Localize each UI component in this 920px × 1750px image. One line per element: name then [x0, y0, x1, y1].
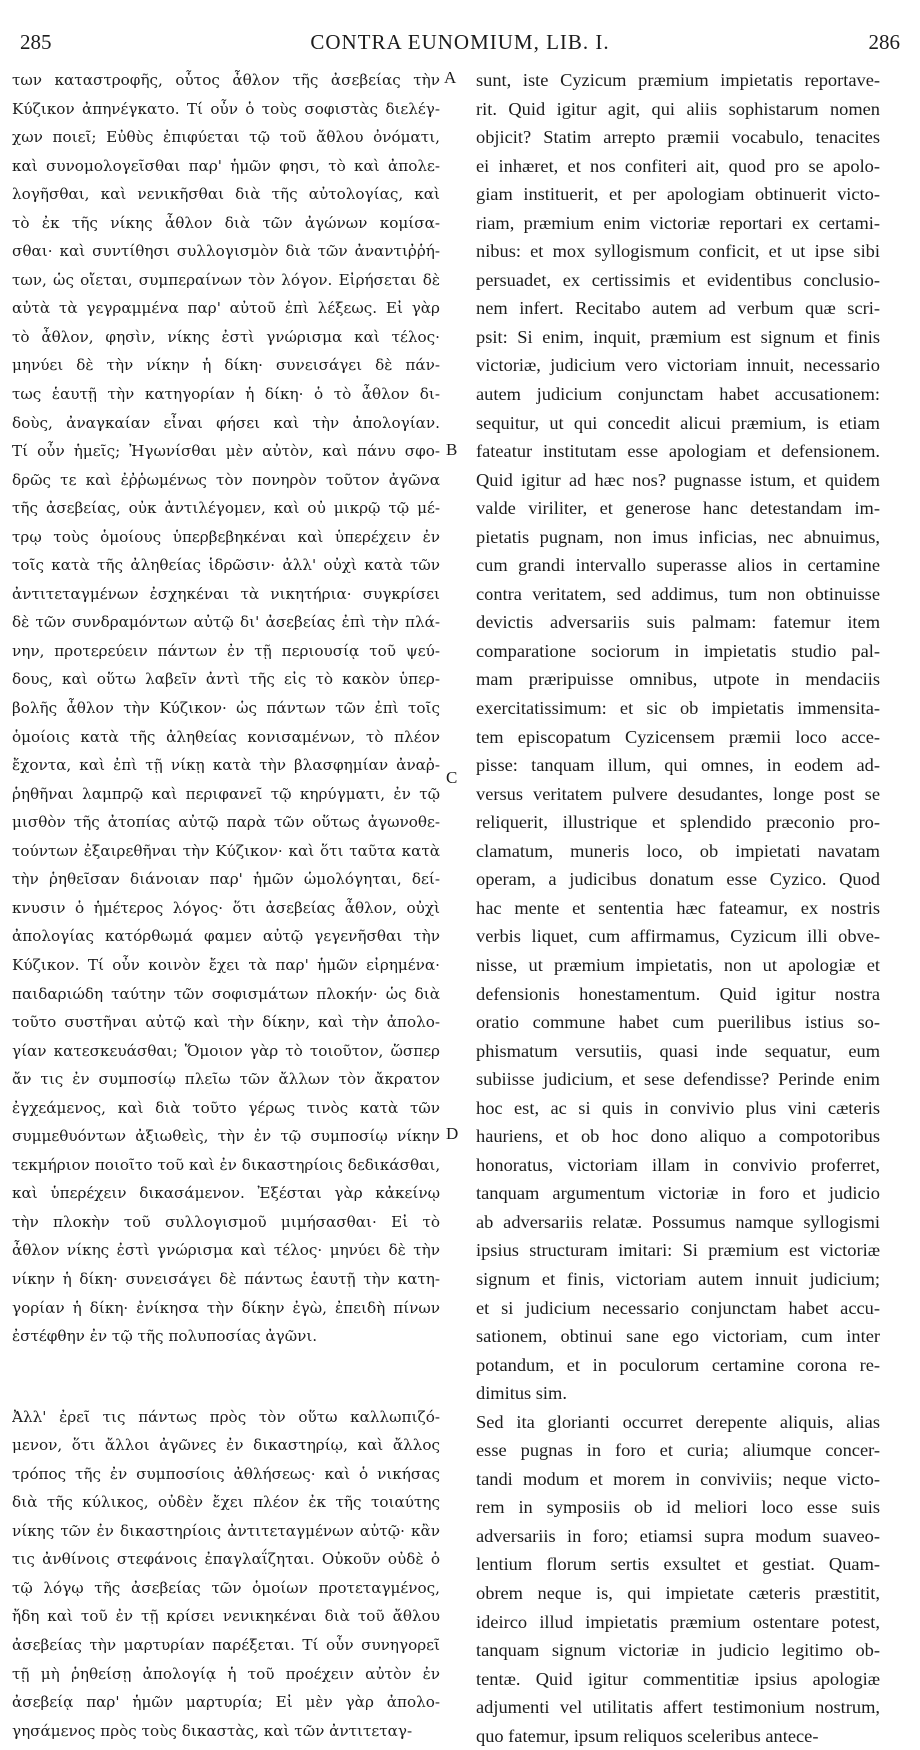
- latin-text-line: mam præripuisse omnibus, utpote in mendaciis: [476, 669, 880, 690]
- greek-text-line: ἀντιτεταγμένων ἐσχηκέναι τὰ νικητήρια· συγκρίσει: [12, 584, 440, 603]
- latin-text-line: reliquerit, illustrique et splendido præconio pro-: [476, 812, 880, 833]
- greek-text-line: καὶ συνομολογεῖσθαι παρ' ἡμῶν φησι, τὸ καὶ ἀπολε-: [12, 156, 440, 175]
- greek-text-line: χων ποιεῖ; Εὐθὺς ἐπιφύεται τῷ τοῦ ἄθλου ὀνόματι,: [12, 128, 440, 147]
- latin-text-line: sationem, obtinui sane ego victoriam, cum inter: [476, 1326, 880, 1347]
- greek-text-line: τὸ ἆθλον, φησὶν, νίκης ἐστὶ γνώρισμα καὶ τέλος·: [12, 327, 440, 346]
- latin-text-line: exercitatissimum: et sic ob impietatis immensita-: [476, 698, 880, 719]
- greek-text-line: Ἀλλ' ἐρεῖ τις πάντως πρὸς τὸν οὕτω καλλωπιζό-: [12, 1407, 440, 1426]
- latin-text-line: potandum, et in poculorum certamine corona re-: [476, 1354, 880, 1375]
- latin-text-line: hoc est, ac si quis in convivio plus vini cæteris: [476, 1097, 880, 1118]
- latin-text-line: persuadet, ex certissimis et evidentibus conclusio-: [476, 269, 880, 290]
- greek-text-line: λογῆσθαι, καὶ νενικῆσθαι διὰ τῆς αὐτολογίας, καὶ: [12, 185, 440, 204]
- latin-text-line: nem infert. Recitabo autem ad verbum quæ scri-: [476, 298, 880, 319]
- latin-text-line: tanquam argumentum victoriæ in foro et judicio: [476, 1183, 880, 1204]
- latin-text-line: quo fatemur, ipsum reliquos sceleribus antece-: [476, 1725, 819, 1746]
- greek-text-line: δρῶς τε καὶ ἐῤῥωμένως τὸν πονηρὸν τοῦτον ἀγῶνα: [12, 470, 440, 489]
- latin-text-line: oratio commune habet cum puerilibus istius so-: [476, 1012, 880, 1033]
- greek-text-line: τὴν πλοκὴν τοῦ συλλογισμοῦ μιμήσασθαι· Εἰ τὸ: [12, 1212, 440, 1231]
- greek-text-line: βολῆς ἆθλον τὴν Κύζικον· ὡς πάντων τῶν ἐπὶ τοῖς: [12, 699, 440, 718]
- greek-text-line: διὰ τῆς κύλικος, οὐδὲν ἔχει πλέον ἐκ τῆς τοιαύτης: [12, 1493, 440, 1512]
- latin-text-line: rit. Quid igitur agit, qui aliis sophistarum nomen: [476, 98, 880, 119]
- latin-text-line: devictis adversariis suis palmam: fatemur item: [476, 612, 880, 633]
- greek-text-line: ἆθλον νίκης ἐστὶ γνώρισμα καὶ τέλος· μηνύει δὲ τὴν: [12, 1241, 440, 1260]
- page-number-left: 285: [20, 30, 52, 54]
- greek-text-line: ῥηθῆναι λαμπρῷ καὶ περιφανεῖ τῷ κηρύγματι, ἐν τῷ: [12, 784, 440, 803]
- greek-text-line: τῷ λόγῳ τῆς ἀσεβείας τῶν ὁμοίων προτεταγμένος,: [12, 1578, 440, 1597]
- latin-text-line: tanquam signum victoriæ in judicio legitimo ob-: [476, 1640, 880, 1661]
- latin-text-line: valde viriliter, et generose hanc detestandam im-: [476, 498, 880, 519]
- greek-text-line: ἀσεβείας τὴν μαρτυρίαν παρέξεται. Τί οὖν συνηγορεῖ: [12, 1635, 440, 1654]
- margin-marker-b: B: [446, 440, 458, 459]
- greek-text-line: καὶ ὑπερέχειν δικασάμενον. Ἐξέσται γὰρ κἀκείνῳ: [12, 1184, 440, 1203]
- greek-text-line: νίκης τῶν ἐν δικαστηρίοις ἀντιτεταγμένων αὐτῷ· κἂν: [12, 1521, 440, 1540]
- greek-text-line: ἐστέφθην ἐν τῷ τῆς πολυποσίας ἀγῶνι.: [12, 1327, 318, 1346]
- greek-text-line: μενον, ὅτι ἄλλοι ἀγῶνες ἐν δικαστηρίῳ, καὶ ἄλλος: [12, 1436, 440, 1455]
- latin-text-line: hac mente et sententia hæc fateamur, ex nostris: [476, 897, 880, 918]
- running-title: CONTRA EUNOMIUM, LIB. I.: [310, 30, 610, 54]
- latin-text-line: sequitur, ut qui concedit alicui præmium, is etiam: [476, 412, 880, 433]
- greek-text-line: Κύζικον. Τί οὖν κοινὸν ἔχει τὰ παρ' ἡμῶν εἰρημένα·: [12, 955, 440, 974]
- greek-text-line: ὁμοίοις κατὰ τῆς ἀληθείας κονισαμένων, τὸ πλέον: [12, 727, 440, 746]
- page-number-right: 286: [868, 30, 900, 54]
- greek-text-line: ἔχοντα, καὶ ἐπὶ τῇ νίκῃ κατὰ τὴν βλασφημίαν ἀναῤ-: [12, 756, 440, 775]
- greek-text-line: τις ἀνθίνοις στεφάνοις ἐπαγλαΐζηται. Οὐκοῦν οὐδὲ ὁ: [12, 1550, 440, 1569]
- latin-text-line: autem judicium conjunctam habet accusationem:: [476, 384, 880, 405]
- latin-text-line: rem in symposiis ob id meliori loco esse suis: [476, 1497, 880, 1518]
- greek-text-line: των καταστροφῆς, οὗτος ἆθλον τῆς ἀσεβείας τὴν: [12, 71, 440, 89]
- latin-text-line: honoratus, victoriam illam in convivio proferret,: [476, 1154, 880, 1175]
- latin-text-line: fateatur institutam esse apologiam et defensionem.: [476, 441, 880, 462]
- greek-text-line: νην, προτερεύειν πάντων ἐν τῇ περιουσίᾳ τοῦ ψεύ-: [12, 641, 440, 660]
- latin-text-line: nisse, ut præmium impietatis, non ut apologiæ et: [476, 954, 880, 975]
- latin-text-line: esse pugnas in foro et curia; aliumque concer-: [476, 1440, 880, 1461]
- greek-text-line: κνυσιν ὁ ἡμέτερος λόγος· ὅτι ἀσεβείας ἆθλον, οὐχὶ: [12, 898, 440, 917]
- greek-text-line: γορίαν ἡ δίκη· ἐνίκησα τὴν δίκην ἐγὼ, ἐπειδὴ πίνων: [12, 1298, 440, 1317]
- latin-text-line: objicit? Statim arrepto præmii vocabulo, tenacites: [476, 127, 880, 148]
- latin-text-line: operam, a judicibus donatum esse Cyzico. Quod: [476, 869, 880, 890]
- latin-text-line: et si judicium necessario conjunctam habet accu-: [476, 1297, 880, 1318]
- greek-text-line: συμμεθυόντων ἀξιωθεὶς, τὴν ἐν τῷ συμποσίῳ νίκην: [12, 1127, 440, 1146]
- latin-text-line: ipsius structuram imitari: Si præmium est victoriæ: [476, 1240, 880, 1261]
- greek-text-line: γίαν κατεσκευάσθαι; Ὅμοιον γὰρ τὸ τοιοῦτον, ὥσπερ: [12, 1041, 440, 1060]
- latin-text-line: ideirco illud impietatis præmium ostentare potest,: [476, 1611, 880, 1632]
- greek-text-line: τῇ μὴ ῥηθείσῃ ἀπολογίᾳ ἡ τοῦ προέχειν αὐτὸν ἐν: [12, 1664, 440, 1683]
- greek-text-line: των, ὡς οἴεται, συμπεραίνων τὸν λόγον. Εἰρήσεται δὲ: [12, 270, 440, 289]
- greek-text-line: νίκην ἡ δίκη· συνεισάγει δὲ πάντως ἑαυτῇ τὴν κατη-: [12, 1269, 440, 1288]
- greek-text-line: τὴν ῥηθεῖσαν διάνοιαν παρ' ἡμῶν ὡμολόγηται, δεί-: [12, 870, 440, 889]
- greek-text-line: μισθὸν τῆς ἀτοπίας αὐτῷ παρὰ τῶν οὕτως ἀγωνοθε-: [12, 813, 440, 832]
- latin-text-line: Quid igitur ad hæc nos? pugnasse istum, et quidem: [476, 469, 880, 490]
- latin-text-line: phismatum versutiis, quasi inde sequatur, eum: [476, 1040, 880, 1061]
- latin-column: [476, 66, 880, 1750]
- greek-text-line: τρῳ τοὺς ὁμοίους ὑπερβεβηκέναι καὶ ὑπερέχειν ἐν: [12, 527, 440, 546]
- latin-text-line: contra veritatem, sed addimus, tum non obtinuisse: [476, 583, 880, 604]
- page-header: [20, 30, 900, 58]
- latin-text-line: comparatione sociorum in impietatis studio pal-: [476, 640, 880, 661]
- greek-text-line: τῆς ἀσεβείας, οὐκ ἀντιλέγομεν, καὶ οὐ μικρῷ τῷ μέ-: [12, 499, 440, 518]
- latin-text-line: versus veritatem pulvere desudantes, longe post se: [476, 783, 880, 804]
- greek-text-line: μηνύει δὲ τὴν νίκην ἡ δίκη· συνεισάγει δὲ πάν-: [12, 356, 440, 375]
- latin-text-line: hauriens, et ob hoc dono aliquo a compotoribus: [476, 1126, 880, 1147]
- greek-text-line: ἀσεβείᾳ παρ' ἡμῶν μαρτυρία; Εἰ μὲν γὰρ ἀπολο-: [12, 1693, 440, 1712]
- greek-text-line: δους, καὶ οὕτω λαβεῖν ἀντὶ τῆς εἰς τὸ κακὸν ὑπερ-: [12, 670, 440, 689]
- latin-text-line: cum grandi intervallo superasse alios in certamine: [476, 555, 880, 576]
- latin-text-line: tandi modum et morem in conviviis; neque victo-: [476, 1468, 880, 1489]
- latin-text-line: verbis liquet, cum affirmamus, Cyzicum illi obve-: [476, 926, 880, 947]
- greek-text-line: τὸ ἐκ τῆς νίκης ἆθλον διὰ τῶν ἀγώνων κομίσα-: [12, 213, 440, 232]
- greek-text-line: Τί οὖν ἡμεῖς; Ἠγωνίσθαι μὲν αὐτὸν, καὶ πάνυ σφο-: [12, 442, 440, 461]
- greek-text-line: ἄν τις ἐν συμποσίῳ πλεῖω τῶν ἄλλων τὸν ἄκρατον: [12, 1070, 440, 1089]
- greek-text-line: ἐγχεάμενος, καὶ διὰ τοῦτο γέρως τινὸς κατὰ τῶν: [12, 1098, 440, 1117]
- greek-text-line: ἀπολογίας κατόρθωμά φαμεν αὐτῷ γεγενῆσθαι τὴν: [12, 927, 440, 946]
- greek-text-line: γησάμενος πρὸς τοὺς δικαστὰς, καὶ τῶν ἀντιτεταγ-: [12, 1721, 413, 1740]
- greek-text-line: τούντων ἐξαιρεθῆναι τὴν Κύζικον· καὶ ὅτι ταῦτα κατὰ: [12, 841, 440, 860]
- margin-marker-c: C: [446, 768, 458, 787]
- latin-text-line: Sed ita glorianti occurret derepente aliquis, alias: [476, 1411, 880, 1432]
- latin-text-line: giam instituerit, et per apologiam obtinuerit victo-: [476, 184, 880, 205]
- greek-text-line: τοῦτο συστῆναι αὐτῷ καὶ τὴν δίκην, καὶ τὴν ἀπολο-: [12, 1013, 440, 1032]
- latin-text-line: psit: Si enim, inquit, præmium est signum et finis: [476, 326, 880, 347]
- latin-text-line: pisse: tanquam illum, qui omnes, in eodem ad-: [476, 755, 880, 776]
- latin-text-line: tentæ. Quid igitur commentitiæ ipsius apologiæ: [476, 1668, 880, 1689]
- margin-marker-d: D: [446, 1124, 459, 1143]
- latin-text-line: dimitus sim.: [476, 1383, 567, 1404]
- margin-marker-a: A: [444, 68, 457, 87]
- greek-text-line: τως ἑαυτῇ τὴν κατηγορίαν ἡ δίκη· ὁ τὸ ἆθλον δι-: [12, 385, 440, 404]
- latin-text-line: pietatis pugnam, non imus inficias, nec abnuimus,: [476, 526, 880, 547]
- greek-text-line: παιδαριώδη ταύτην τῶν σοφισμάτων πλοκήν· ὡς διὰ: [12, 984, 440, 1003]
- latin-text-line: victoriæ, judicium vero victoriam innuit, necessario: [476, 355, 880, 376]
- greek-text-line: δὲ τῶν συνδραμόντων αὐτῷ δι' ἀσεβείας ἐπὶ τὴν πλά-: [12, 613, 440, 632]
- greek-text-line: αὐτὰ τὰ γεγραμμένα παρ' αὐτοῦ ἐπὶ λέξεως. Εἰ γὰρ: [12, 299, 440, 318]
- greek-text-paragraph-gap: [12, 1351, 440, 1403]
- greek-column: [12, 66, 440, 1745]
- greek-text-line: τρόπος τῆς ἐν συμποσίοις ἀθλήσεως· καὶ ὁ νικήσας: [12, 1464, 440, 1483]
- latin-text-line: adversariis in foro; etiamsi supra modum suaveo-: [476, 1525, 880, 1546]
- latin-text-line: sunt, iste Cyzicum præmium impietatis reportave-: [476, 70, 880, 90]
- latin-text-line: riam, præmium enim victoriæ reportari ex certami-: [476, 212, 880, 233]
- latin-text-line: lentium florum sertis exsultet et gestiat. Quam-: [476, 1554, 880, 1575]
- latin-text-line: subiisse judicium, et sese defendisse? Perinde enim: [476, 1069, 880, 1090]
- latin-text-line: ei inhæret, et nos confiteri ait, quod pro se apolo-: [476, 155, 880, 176]
- latin-text-line: ab adversariis relatæ. Possumus namque syllogismi: [476, 1211, 880, 1232]
- greek-text-line: Κύζικον ἀπηνέγκατο. Τί οὖν ὁ τοὺς σοφιστὰς διελέγ-: [12, 99, 440, 118]
- latin-text-line: defensionis honestamentum. Quid igitur nostra: [476, 983, 880, 1004]
- latin-text-line: nibus: et mox syllogismum conficit, et ut ipse sibi: [476, 241, 880, 262]
- greek-text-line: τεκμήριον ποιοῖτο τοῦ καὶ ἐν δικαστηρίοις δεδικάσθαι,: [12, 1155, 440, 1174]
- latin-text-line: signum et finis, victoriam autem innuit judicium;: [476, 1268, 880, 1289]
- latin-text-line: adjumenti vel utilitatis affert testimonium nostrum,: [476, 1697, 880, 1718]
- greek-text-line: τοῖς κατὰ τῆς ἀληθείας ἱδρῶσιν· ἀλλ' οὐχὶ κατὰ τῶν: [12, 556, 440, 575]
- greek-text-line: ἤδη καὶ τοῦ ἐν τῇ κρίσει νενικηκέναι διὰ τοῦ ἄθλου: [12, 1607, 440, 1626]
- latin-text-line: tem episcopatum Cyzicensem præmii loco acce-: [476, 726, 880, 747]
- greek-text-line: σθαι· καὶ συντίθησι συλλογισμὸν διὰ τῶν ἀναντιῤῥή-: [12, 242, 440, 261]
- latin-text-line: obrem neque is, qui impietate cæteris præstitit,: [476, 1582, 880, 1603]
- latin-text-line: clamatum, muneris loco, ob impietati navatam: [476, 840, 880, 861]
- greek-text-line: δοὺς, ἀναγκαίαν εἶναι φήσει καὶ τὴν ἀπολογίαν.: [12, 413, 440, 432]
